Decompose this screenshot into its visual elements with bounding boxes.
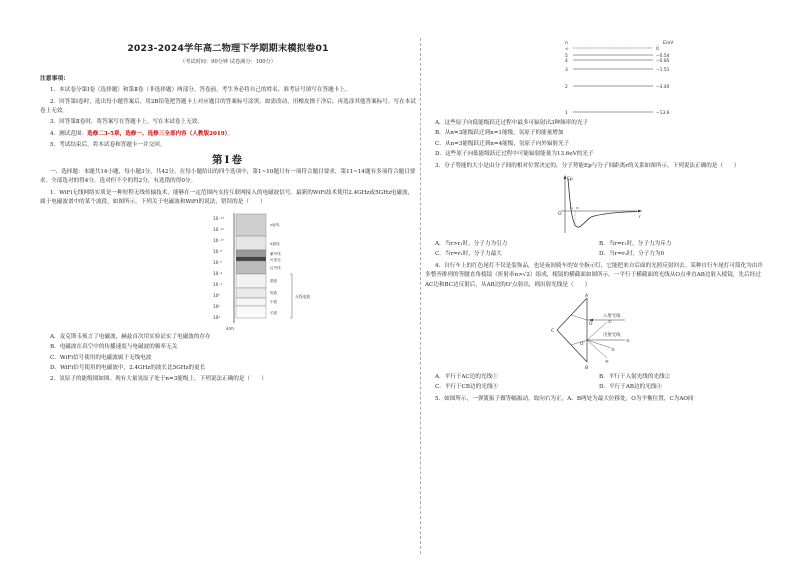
q1-spectrum-figure	[212, 210, 416, 332]
q3-option-b[interactable]: B．当r=r₁时，分子力为斥力	[599, 241, 672, 248]
note-4-scope: 选修二3-5章，选修一、选修三全部内容（人教版2019）	[87, 130, 228, 137]
note-4	[40, 130, 416, 139]
q3-potential-figure	[555, 173, 763, 239]
q1-tick-7: 10⁰	[213, 292, 221, 298]
q5-stem: 5．如图所示，一弹簧振子做等幅振动，取向右为正，A、B两处为最大位移处，O为平衡位置，C为AO间	[435, 395, 694, 402]
q4-mark-3: ③	[611, 347, 615, 353]
q3-r1-label: r₁	[570, 205, 574, 211]
q1-band-2: 紫外线	[270, 251, 281, 256]
note-5: 5．考试结束后，将本试卷和答题卡一并交回。	[50, 142, 166, 149]
q3-options-row-1	[435, 240, 763, 249]
notes-heading: 注意事项：	[40, 75, 69, 82]
q1-tick-2: 10⁻¹⁰	[213, 237, 224, 243]
q2-stem: 2．氢原子的能级图如图。现有大量氢原子处于n=3能级上，下列说法正确的是（ ）	[50, 376, 267, 383]
q1-band-7: 中波	[270, 299, 278, 304]
q1-option-d[interactable]: D．WiFi信号使用的电磁波中，2.4GHz的波长比5GHz的更长	[50, 364, 206, 371]
q4-options-row-1	[435, 373, 763, 382]
question-2	[40, 375, 416, 384]
q3-option-d[interactable]: D．当r=r₂时，分子力为0	[599, 251, 665, 258]
paper-title: 2023-2024学年高二物理下学期期末模拟卷01	[127, 43, 329, 54]
q2-level-4-n: 4	[565, 59, 568, 64]
q2-level-4-e: −0.85	[656, 59, 670, 64]
q3-stem: 3．分子势能的大小是由分子间的相对位置决定的，分子势能Ep与分子间距离r的关系如图所示。下列说法正确的是（ ）	[435, 162, 740, 169]
q2-level-5-n: 5	[565, 54, 568, 59]
q2-option-b[interactable]: B．从n=3能级跃迁到n=1能级，氢原子的能量增加	[435, 130, 564, 137]
q1-band-8: 长波	[270, 310, 278, 315]
q4-label-o-prime: O'	[580, 342, 585, 348]
q1-tick-0: 10⁻¹⁴	[213, 215, 224, 221]
q1-tick-3: 10⁻⁸	[213, 248, 223, 254]
note-4-prefix: 4．测试范围：	[50, 130, 88, 137]
q4-label-c: C	[551, 329, 555, 335]
q1-option-b[interactable]: B．电磁波在真空中的传播速度与电磁波的频率无关	[50, 344, 178, 351]
question-3	[425, 162, 763, 260]
q1-option-a[interactable]: A．麦克斯韦预言了电磁波，赫兹首次用实验证实了电磁波的存在	[50, 333, 211, 340]
q1-band-6: 短波	[270, 290, 278, 295]
q2-level-2-n: 2	[565, 85, 568, 90]
q4-option-d[interactable]: D．平行于AB边的光线④	[599, 384, 662, 391]
q1-band-3: 可见光	[270, 257, 281, 262]
column-divider	[420, 38, 421, 554]
q4-label-b: B	[585, 366, 589, 372]
q2-level-3-e: −1.51	[656, 68, 670, 73]
q2-energy-level-figure	[563, 38, 763, 118]
q2-e-label: E/eV	[663, 41, 674, 46]
q4-prism-figure	[547, 292, 763, 372]
q4-stem: 4．自行车上的红色尾灯不仅是装饰品，也是夜间骑车的安全指示灯，它能把来自后面的光照反射回去。某种自行车尾灯可简化为由许多整齐排列的等腰直角棱镜（折射率n>√2）组成，棱镜的横截面如图所示。一平行于横截面的光线从O点垂直AB边射入棱镜，先后经过AC边和BC边反射后，从AB边的O'点射出，则出射光线是（ ）	[425, 262, 763, 288]
q2-option-d[interactable]: D．这些原子向低能级跃迁过程中可能辐射能量为13.6eV的光子	[435, 151, 594, 158]
q2-level-2-e: −3.40	[656, 85, 670, 90]
q1-option-c[interactable]: C．WiFi信号使用的电磁波属于无线电波	[50, 354, 152, 361]
q1-axis-label: λ/m	[226, 325, 234, 331]
note-1: 1．本试卷分第Ⅰ卷（选择题）和第Ⅱ卷（非选择题）两部分。答卷前，考生务必将自己的姓名、准考证号填写在答题卡上。	[50, 87, 351, 94]
q1-tick-8: 10²	[213, 303, 221, 309]
q1-band-1: X射线	[270, 241, 280, 246]
q2-option-c[interactable]: C．从n=3能级跃迁到n=4能级，氢原子向外辐射光子	[435, 140, 570, 147]
q4-incident-label: 入射光线	[603, 314, 621, 320]
q1-tick-4: 10⁻⁶	[213, 259, 223, 265]
q3-origin-label: O	[558, 212, 562, 218]
q4-exit-label: 出射光线	[603, 333, 621, 339]
q3-y-label: Ep	[567, 177, 573, 183]
section-title: 第Ⅰ卷	[212, 153, 244, 166]
right-column	[425, 38, 763, 406]
note-2: 2．回答第Ⅰ卷时，选出每小题答案后，用2B铅笔把答题卡上对应题目的答案标号涂黑。如需改动，用橡皮擦干净后，再选涂其他答案标号。写在本试卷上无效。	[40, 98, 416, 115]
q2-level-1-e: −13.6	[656, 111, 670, 116]
q2-level-3-n: 3	[565, 68, 568, 73]
left-column	[40, 38, 416, 387]
q2-n-label: n	[565, 41, 568, 46]
q4-option-c[interactable]: C．平行于CB边的光线③	[435, 384, 499, 391]
q2-level-inf-e: 0	[656, 47, 659, 52]
q1-stem: 1．WiFi无线网络实质是一种短程无线传输技术，能够在一定范围内支持互联网接入的电磁波信号。最新的WiFi技术使用2.4GHz或5GHz电磁波，属于电磁波谱中的某个波段，如图所示。下列关于电磁波和WiFi的说法，错误的是（ ）	[40, 189, 414, 206]
q1-tick-1: 10⁻¹²	[213, 226, 224, 232]
q1-band-5: 微波	[270, 278, 278, 283]
q3-option-c[interactable]: C．当r=r₁时，分子力最大	[435, 251, 502, 258]
note-3: 3．回答第Ⅱ卷时，将答案写在答题卡上。写在本试卷上无效。	[50, 119, 203, 126]
question-5	[425, 395, 763, 404]
paper-subtitle: （考试时间：90分钟 试卷满分：100分）	[180, 59, 276, 66]
q4-mark-4: ④	[605, 359, 609, 365]
q2-level-1-n: 1	[565, 111, 568, 116]
q1-tick-6: 10⁻²	[213, 281, 223, 287]
q4-option-b[interactable]: B．平行于入射光线的光线②	[599, 374, 671, 381]
note-4-suffix: 。	[227, 130, 234, 137]
q4-options-row-2	[435, 383, 763, 392]
q2-level-inf-n: ∞	[565, 47, 569, 52]
section-instructions: 一、选择题：本题共14小题，每小题3分，共42分。在每小题给出的四个选项中，第1~10题只有一项符合题目要求，第11~14题有多项符合题目要求。全部选对的得4分，选对但不全的得2分，有选错的得0分。	[40, 169, 416, 185]
q4-mark-1: ①	[608, 319, 612, 325]
q3-r2-label: r₂	[576, 205, 580, 211]
q1-tick-5: 10⁻⁴	[213, 270, 223, 276]
q4-label-o: O	[589, 322, 593, 328]
q1-tick-9: 10⁴	[213, 314, 221, 320]
q1-radio-label: 无线电波	[295, 293, 311, 299]
q4-option-a[interactable]: A．平行于AC边的光线①	[435, 374, 498, 381]
q3-option-a[interactable]: A．当r>r₁时，分子力为引力	[435, 241, 508, 248]
q3-x-label: r	[639, 215, 641, 221]
q4-label-a: A	[585, 294, 589, 300]
q1-band-0: γ射线	[270, 222, 280, 227]
q4-mark-2: ②	[626, 338, 630, 344]
question-1	[40, 189, 416, 373]
q2-option-a[interactable]: A．这些原子向低能级跃迁过程中最多可辐射出3种频率的光子	[435, 120, 589, 126]
q3-options-row-2	[435, 250, 763, 259]
q1-band-4: 红外线	[270, 265, 281, 270]
question-4	[425, 262, 763, 393]
q2-level-5-e: −0.54	[656, 54, 670, 59]
